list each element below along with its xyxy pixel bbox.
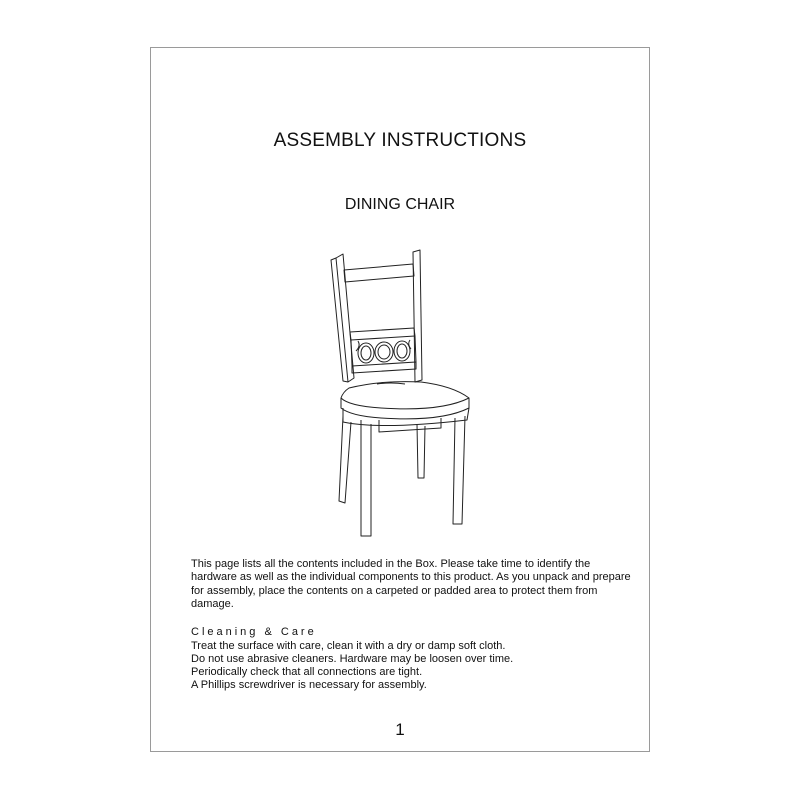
cleaning-care-heading: Cleaning & Care xyxy=(191,626,317,638)
page-subtitle: DINING CHAIR xyxy=(344,196,456,213)
page-title: ASSEMBLY INSTRUCTIONS xyxy=(273,130,527,151)
care-line: Treat the surface with care, clean it with a dry or damp soft cloth. xyxy=(191,640,506,652)
care-line: A Phillips screwdriver is necessary for assembly. xyxy=(191,679,427,691)
care-line: Periodically check that all connections are tight. xyxy=(191,666,423,678)
intro-paragraph: This page lists all the contents included in the Box. Please take time to identify the hardware as well as the individual components to this product. As you unpack and prepare for assembly, place the contents on a carpeted or padded area to protect them from damage. xyxy=(191,558,631,611)
dining-chair-illustration xyxy=(321,246,501,538)
care-line: Do not use abrasive cleaners. Hardware may be loosen over time. xyxy=(191,653,514,665)
page-number: 1 xyxy=(395,720,405,739)
instruction-page xyxy=(150,47,650,752)
